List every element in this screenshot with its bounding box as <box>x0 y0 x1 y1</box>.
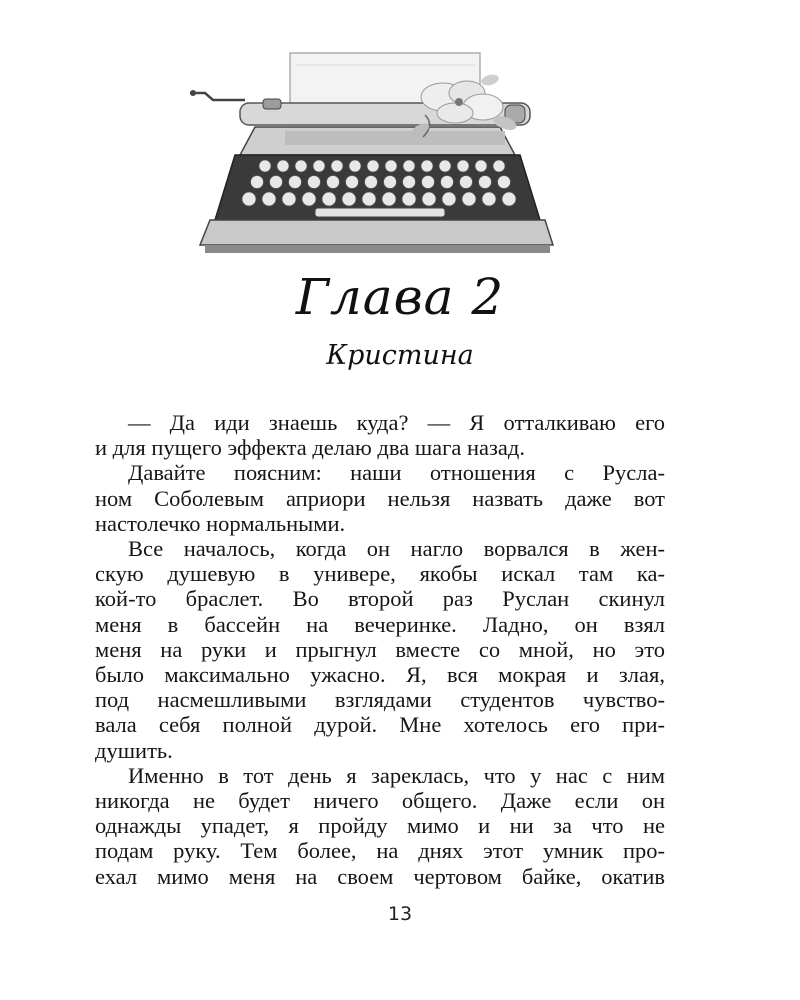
text-line: меня в бассейн на вечеринке. Ладно, он взял <box>95 611 665 637</box>
page-number: 13 <box>387 903 413 925</box>
text-line: скую душевую в универе, якобы искал там ка- <box>95 561 665 587</box>
chapter-title: Глава 2 <box>295 268 505 326</box>
text-line: ехал мимо меня на своем чертовом байке, окатив <box>95 863 665 889</box>
text-line: ном Соболевым априори нельзя назвать даже вот <box>95 485 665 511</box>
chapter-subtitle: Кристина <box>326 340 474 371</box>
text-line: Именно в тот день я зареклась, что у нас с ним <box>128 762 665 788</box>
chapter-body-text <box>95 410 665 889</box>
text-line: подам руку. Тем более, на днях этот умник про- <box>95 838 665 864</box>
text-line: настолечко нормальными. <box>95 510 346 536</box>
text-line: меня на руки и прыгнул вместе со мной, но это <box>95 636 665 662</box>
text-line: Давайте поясним: наши отношения с Русла- <box>128 460 665 486</box>
paragraph <box>95 536 665 763</box>
text-line: — Да иди знаешь куда? — Я отталкиваю его <box>128 410 665 435</box>
paragraph <box>95 460 665 536</box>
text-line: однажды упадет, я пройду мимо и ни за что не <box>95 813 665 839</box>
text-line: под насмешливыми взглядами студентов чувство- <box>95 687 665 713</box>
text-line: вала себя полной дурой. Мне хотелось его при- <box>95 712 665 738</box>
text-line: кой-то браслет. Во второй раз Руслан скинул <box>95 586 665 612</box>
text-line: душить. <box>95 737 173 763</box>
text-line: и для пущего эффекта делаю два шага назад. <box>95 435 525 461</box>
typewriter-with-flowers-icon <box>185 45 560 260</box>
text-line: было максимально ужасно. Я, вся мокрая и злая, <box>95 662 665 688</box>
paragraph <box>95 410 665 460</box>
text-line: никогда не будет ничего общего. Даже если он <box>95 788 665 814</box>
text-line: Все началось, когда он нагло ворвался в жен- <box>128 536 665 562</box>
paragraph <box>95 763 665 889</box>
